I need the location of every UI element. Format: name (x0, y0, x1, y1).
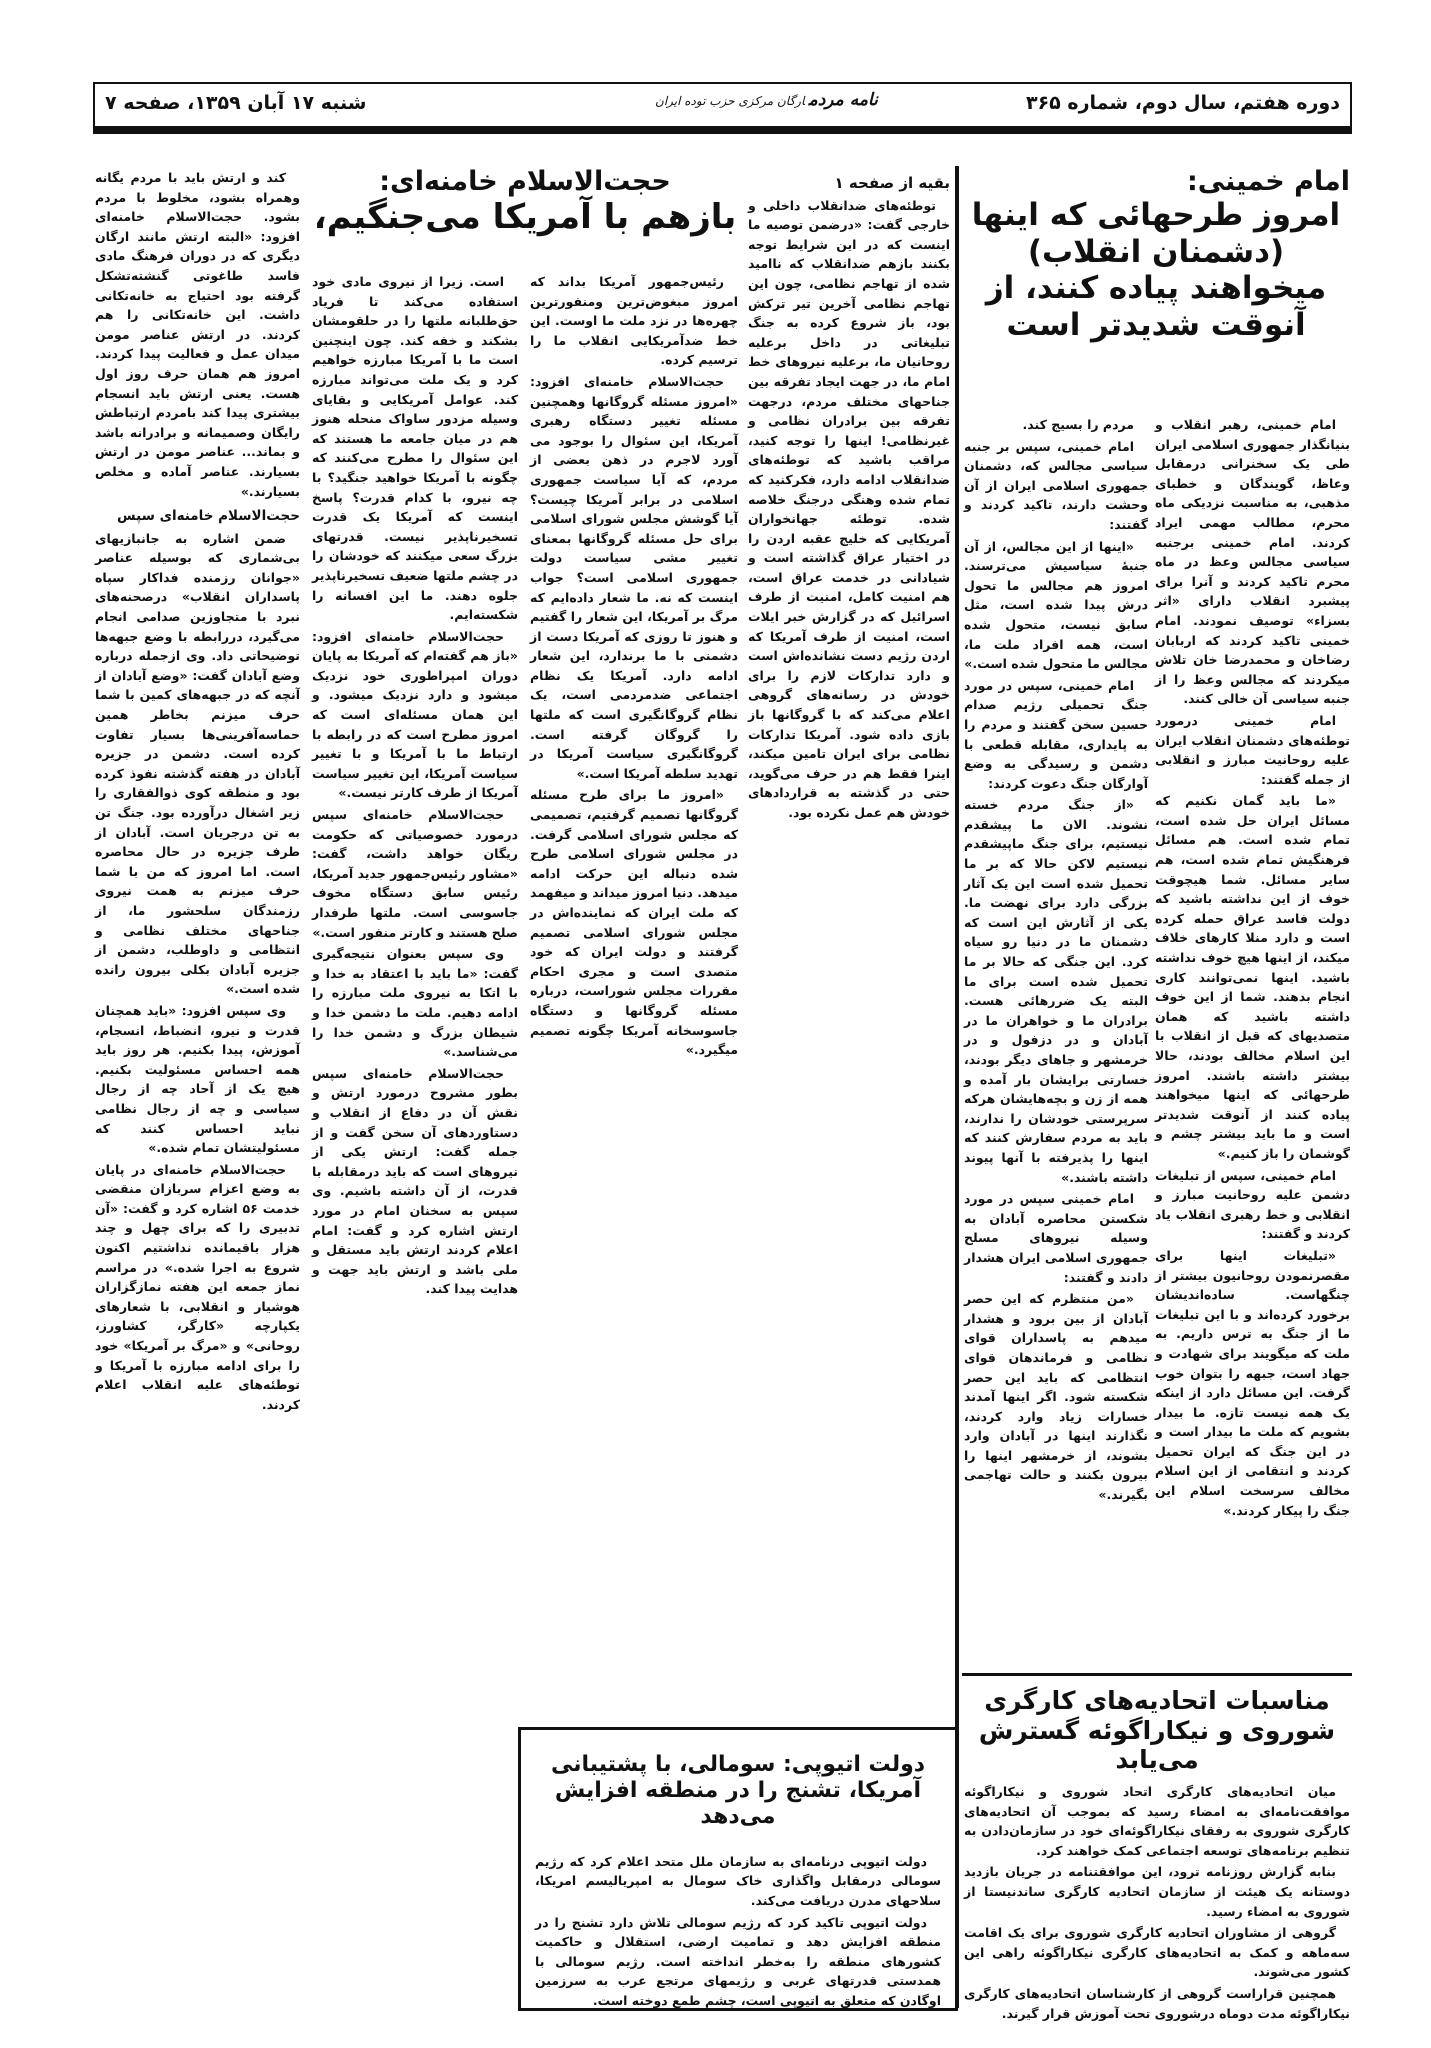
paragraph (95, 1001, 300, 1158)
subheading: حجت‌الاسلام خامنه‌ای سپس (117, 508, 300, 525)
paragraph-text: «از جنگ مردم خسته نشوند. الان ما پیشقدم نیستیم، برای جنگ ماپیشقدم نیستیم لاکن حالا که بر ما تحمیل شده است این یک آثار بزرگی دارد برای نهضت ما. یکی از آثارش این است که دشمنان ما در دنیا رو سیاه کرد. این جنگی که حالا بر ما تحمیل شده است برای ما البته یک ضررهائی هست. برادران ما و خواهران ما در آبادان و در دزفول و در خرمشهر و جاهای دیگر بودند، خسارتی برایشان بار آمده و همه از زن و بچه‌هایشان هرکه سرپرستی خودشان را ندارند، باید به مردم سفارش کنند که اینها را پذیرفته با آنها پیوند داشته باشند.» (964, 797, 1148, 1185)
paragraph (530, 785, 738, 1059)
paragraph: دولت اتیوپی تاکید کرد که رژیم سومالی تلاش دارد تشنج را در منطقه افزایش دهد و تمامیت ارضی، استقلال و حاکمیت کشورهای منطقه را به‌خطر انداخته است. رژیم سومالی با همدستی قدرتهای غربی و رژیمهای مرتجع عرب به سرزمین اوگادن که متعلق به اتیوپی است، چشم طمع دوخته است. (535, 1914, 941, 2009)
paragraph (964, 415, 1148, 435)
paragraph-text: مردم را بسیج کند. (1022, 417, 1134, 432)
paragraph: همچنین قراراست گروهی از کارشناسان اتحادیه‌های کارگری نیکاراگوئه مدت دوماه درشوروی تحت آموزش قرار گیرند. (964, 1985, 1350, 2021)
paragraph (312, 944, 518, 1062)
paragraph-lead: امام خمینی، (1057, 677, 1134, 693)
paragraph-text: رهبر انقلاب و بنیانگذار جمهوری اسلامی ایران طی یک سخنرانی درمقابل وعاظ، گویندگان و خطبای مذهبی، به مناسبت نزدیکی ماه محرم، مطالب مهمی ایراد کردند. امام خمینی برجنبه سیاسی مجالس وعظ در ماه محرم تاکید کردند و آنرا برای پیشبرد انقلاب دارای «اثر بسزاء» توصیف نمودند. امام خمینی تاکید کردند که اربابان رضاخان و محمدرضا خان تلاش میکردند که مجالس وعظ را از جنبه سیاسی آن خالی کنند. (1155, 417, 1350, 707)
khomeini-headline-block (962, 166, 1350, 411)
paragraph (95, 1160, 300, 1415)
article-headline: بازهم با آمریکا می‌جنگیم، (313, 197, 737, 237)
paragraph (964, 1289, 1148, 1505)
paragraph (530, 272, 738, 370)
article-headline: امروز طرحهائی که اینها (دشمنان انقلاب) میخواهند پیاده کنند، از آنوقت شدیدتر است (971, 197, 1341, 343)
paragraph-text: «تبلیغات اینها برای مقصرنمودن روحانیون بیشتر از چنگهاست. ساده‌اندیشان برخورد کرده‌اند و با این تبلیغات ما از جنگ به ترس داریم. به ملت که میگویند برای شهادت و جهاد است، جبهه را بتوان خوب گرفت. این مسائل دارد از اینکه یک همه نیست تازه. ما بیدار بشویم که ملت ما بیدار است و در این جنگ که ایران تحمیل کردند و انتقامی از این اسلام مخالف سرسخت اسلام این جنگ را پیکار کردند.» (1155, 1247, 1350, 1518)
section-rule (962, 1673, 1352, 1676)
issue-date-page: شنبه ۱۷ آبان ۱۳۵۹، صفحه ۷ (105, 92, 367, 114)
paragraph (1155, 415, 1350, 709)
paragraph-text: «ما باید گمان نکنیم که مسائل ایران حل شده است، تمام شده است. هم مسائل فرهنگیش تمام شده است، هم سایر مسائل. شما هیچوقت خوف از این نداشته باشید که دولت فاسد عراق حمله کرده است و دارد منلا کارهای خلاف میکند، از اینها هیچ خوف نداشته باشید. اینها نمی‌توانند کاری انجام بدهند. شما از این خوف داشته باشید که همان متصدیهای که قبل از انقلاب با این اسلام مخالف بودند، حالا بیشتر داشته باشند. امروز طرحهائی که اینها میخواهند پیاده کنند از آنوقت شدیدتر است و ما باید بیشتر چشم و گوشمان را باز کنیم.» (1155, 793, 1350, 1161)
paragraph (312, 1064, 518, 1299)
paragraph-text: سپس در مورد جنگ تحمیلی رژیم صدام حسین سخن گفتند و مردم را به پایداری، مقابله قطعی با دشمن و رسیدگی به وضع آوارگان جنگ دعوت کردند: (964, 677, 1148, 791)
paragraph (312, 805, 518, 942)
paragraph (964, 676, 1148, 794)
paragraph-text: سپس از تبلیغات دشمن علیه روحانیت مبارز و انقلابی و خط رهبری انقلاب یاد کردند و گفتند: (1155, 1167, 1350, 1242)
paragraph (1155, 1166, 1350, 1244)
paragraph (964, 795, 1148, 1187)
soviet-nicaragua-body (964, 1782, 1350, 2021)
article-kicker: امام خمینی: (1186, 166, 1350, 197)
paragraph (530, 372, 738, 783)
paragraph: گروهی از مشاوران اتحادیه کارگری شوروی برای یک اقامت سه‌ماهه و کمک به اتحادیه‌های کارگری نیکاراگوئه راهی این کشور می‌شوند. (964, 1925, 1350, 1980)
khomeini-column-2 (964, 415, 1148, 1640)
paragraph-text: سپس بر جنبه سیاسی مجالس که، دشمنان جمهوری اسلامی ایران از آن وحشت دارند، تاکید کردند و گفتند: (964, 438, 1148, 532)
paragraph-text: حجت‌الاسلام خامنه‌ای در پایان به وضع اعزام سربازان منقضی خدمت ۵۶ اشاره کرد و گفت: «آن تدبیری را که برای چهل و چند هزار باقیمانده نداشتیم اکنون شروع به اجرا شده.» در مراسم نماز جمعه این هفته نمازگزاران هوشیار و انقلابی، با شعارهای یکپارچه «کارگر، کشاورز، روحانی» و «مرگ بر آمریکا» خود را برای ادامه مبارزه با آمریکا و توطئه‌های علیه انقلاب اعلام کردند. (95, 1161, 300, 1412)
article-kicker: حجت‌الاسلام خامنه‌ای: (379, 166, 671, 197)
paragraph-text: حجت‌الاسلام خامنه‌ای سپس درمورد خصوصیاتی که حکومت ریگان خواهد داشت، گفت: «مشاور رئیس‌جمهور جدید آمریکا، رئیس سابق دستگاه مخوف جاسوسی است. ملتها طرفدار صلح هستند و کارتر منفور است.» (312, 807, 518, 940)
paragraph: دولت اتیوپی درنامه‌ای به سازمان ملل متحد اعلام کرد که رژیم سومالی درمقابل واگذاری خاک سومال به امپریالیسم امریکا، سلاحهای مدرن دریافت می‌کند. (535, 1853, 941, 1909)
paragraph-text: «اینها از این مجالس، از آن جنبهٔ سیاسیش می‌ترسند. امروز هم مجالس ما تحول درش پیدا شده است، مثل سابق نیست، متحول شده است، همه افراد ملت ما، مجالس ما متحول شده است.» (964, 538, 1148, 672)
paragraph (312, 272, 518, 625)
paragraph-text: توطئه‌های ضدانقلاب داخلی و خارجی گفت: «درضمن توصیه ما اینست که در این شرایط توجه بکنند بازهم ضدانقلاب که ناامید شده از تهاجم نظامی، چون این تهاجم نظامی آخرین تیر ترکش بود، باز شروع کرده به جنگ تبلیغاتی در داخل برعلیه روحانیان ما، برعلیه نیروهای خط امام ما، در جهت ایجاد تفرقه بین جناحهای مختلف مردم، درجهت تفرقه بین برادران نظامی و غیرنظامی! اینها را توجه کنید، مراقب باشید که توطئه‌های ضدانقلاب ادامه دارد، فکرکنید که تمام شده وهنگی درجنگ خلاصه شده. توطئه جهانخواران آمریکایی که خلیج عقبه اردن را در اختیار عراق گذاشته است و شیادانی در خدمت عراق است، هم امنیت کامل، امنیت از طرف اسرائیل که در گزارش خبر ایلات است، امنیت از طرف آمریکا که اردن رژیم دست نشانده‌اش است و دارد تدارکات لازم را برای خودش در رسانه‌های گروهی اعلام می‌کند که با گروگانها باز بازی داده شود. آمریکا تدارکات نظامی برای ایران تامین میکند، اینرا فقط هم در حرف می‌گوید، حتی در گذشته به قراردادهای خودش هم عمل نکرده بود. (748, 197, 950, 820)
paragraph-text: «من منتظرم که این حصر آبادان از بین برود و هشدار میدهم به پاسداران قوای نظامی و فرماندهان قوای انتظامی که باید این حصر شکسته شود. اگر اینها آمدند خسارات زیاد وارد کردند، نگذارند اینها در آبادان وارد بشوند، از خرمشهر اینها را بیرون بکنند و حالت تهاجمی بگیرند.» (964, 1291, 1148, 1503)
paragraph-lead: امام خمینی، (1056, 438, 1134, 454)
header-rule (93, 126, 1352, 134)
ethiopia-body (535, 1852, 941, 2022)
issue-number: دوره هفتم، سال دوم، شماره ۳۶۵ (1025, 92, 1340, 114)
paragraph (312, 627, 518, 803)
ethiopia-headline: دولت اتیوپی: سومالی، با پشتیبانی آمریکا، تشنج را در منطقه افزایش می‌دهد (550, 1752, 926, 1829)
paragraph-text: کند و ارتش باید با مردم یگانه وهمراه بشود، مخلوط با مردم بشود. حجت‌الاسلام خامنه‌ای افزود: «البته ارتش مانند ارگان دیگری که در دوران فرهنگ مادی فاسد طاغوتی گنشته‌تشکل گرفته بود احتیاج به خانه‌تکانی داشت. این خانه‌تکانی را هم کردند. در ارتش عناصر مومن میدان عمل و فعالیت پیدا کردند. امروز هم همان حرف روز اول هست. یعنی ارتش باید انسجام بیشتری پیدا کند بامردم ارتباطش رایگان وصمیمانه و برادرانه باشد و بماند... عناصر مومن در ارتش بسیارند. عناصر آماده و مخلص بسیارند.» (95, 170, 300, 499)
paragraph-text: ضمن اشاره به جانبازیهای بی‌شماری که بوسیله عناصر «جوانان رزمنده فداکار سپاه پاسداران انقلاب» درصحنه‌های نبرد با متجاوزین صدامی انجام می‌گیرد، دررابطه با وضع جبهه‌ها توضیحاتی داد. وی ازجمله درباره وضع آبادان گفت: «وضع آبادان از آنچه که در جبهه‌های کمین با شما حرف میزنم بخاطر همین حماسه‌آفرینی‌ها بسیار تفاوت کرده است. دشمن در جزیره آبادان در هفته گذشته نفوذ کرده بود و منطقه کوی ذوالفقاری را زیر اشغال درآورده بود. جنگ تن به تن درجریان است. آبادان از طرف جزیره در حال محاصره است. اما امروز که من با شما حرف میزنم به همت نیروی رزمندگان سلحشور ما، از جناحهای مختلف نظامی و انتظامی و داوطلب، دشمن از جزیره آبادان بکلی بیرون رانده شده است.» (95, 530, 300, 997)
khamenei-column-2 (95, 168, 300, 2008)
ethiopia-article-box (518, 1727, 958, 2011)
soviet-nicaragua-headline: مناسبات اتحادیه‌های کارگری شوروی و نیکاراگوئه گسترش می‌یابد (978, 1686, 1336, 1774)
khomeini-column-1 (1155, 415, 1350, 1640)
masthead-title: نامه مردم (808, 90, 878, 110)
paragraph-text: حجت‌الاسلام خامنه‌ای افزود: «امروز مسئله گروگانها وهمچنین مسئله تغییر دستگاه رهبری آمریکا، این سئوال را بوجود می آورد لاجرم در ذهن بعضی از مردم، که آیا سیاست جمهوری اسلامی در برابر آمریکا چیست؟ آیا گوشش مجلس شورای اسلامی برای حل مسئله گروگانها بمعنای تغییر مشی سیاست دولت جمهوری اسلامی است؟ جواب اینست که نه. ما شعار داده‌ایم که مرگ بر آمریکا، این شعار را گفتیم و هنوز تا روزی که آمریکا دست از دشمنی با ما برندارد، این شعار ادامه دارد. آمریکا یک نظام اجتماعی ضدمردمی است، یک نظام گروگانگیری است که ملتها را گروگان گرفته است. گروگانگیری سیاست آمریکا در تهدید سلطه آمریکا است.» (530, 373, 738, 781)
paragraph (95, 168, 300, 501)
paragraph-text: «امروز ما برای طرح مسئله گروگانها تصمیم گرفتیم، تصمیمی که مجلس شورای اسلامی گرفت. در مجلس شورای اسلامی طرح شده دنباله این حرکت ادامه میدهد. دنیا امروز میداند و میفهمد که ملت ایران که نماینده‌اش در مجلس شورای اسلامی تصمیم گرفتند و دولت ایران که خود متصدی است و مجری احکام مقررات مجلس شوراست، درباره مسئله گروگانها و دستگاه جاسوسخانه آمریکا چگونه تصمیم میگیرد.» (530, 787, 738, 1058)
paragraph (1155, 791, 1350, 1163)
paragraph: میان اتحادیه‌های کارگری اتحاد شوروی و نیکاراگوئه موافقت‌نامه‌ای به امضاء رسید که بموجب آن اتحادیه‌های کارگری شوروی به رفقای نیکاراگوئه‌ای خود در سازمان‌دادن به تنظیم برنامه‌های توسعه اجتماعی کمک خواهند کرد. (964, 1784, 1350, 1858)
paragraph-text: وی سپس افزود: «باید همچنان قدرت و نیرو، انضباط، انسجام، آموزش، پیدا بکنیم. هر روز باید همه احساس مسئولیت بکنیم. هیچ یک از آحاد چه از رجال سیاسی و چه از رجال نظامی نباید احساس کنند که مسئولیتشان تمام شده.» (95, 1002, 300, 1156)
paragraph-lead: امام خمینی، (1256, 417, 1336, 432)
paragraph-text: حجت‌الاسلام خامنه‌ای سپس بطور مشروح درمورد ارتش و نقش آن در دفاع از انقلاب و دستاوردهای آن سخن گفت و از جمله گفت: ارتش یکی از نیروهای است که باید درمقابله با قدرت، از آن داشته باشیم. وی سپس به سخنان امام در مورد ارتش اشاره کرد و گفت: امام اعلام کردند ارتش باید مستقل و ملی باشد و ارتش باید جهت و هدایت پیدا کند. (312, 1065, 518, 1297)
paragraph-text: درمورد توطئه‌های دشمنان انقلاب ایران علیه روحانیت مبارز و انقلابی از جمله گفتند: (1155, 712, 1350, 787)
paragraph-text: وی سپس بعنوان نتیجه‌گیری گفت: «ما باید با اعتقاد به خدا و با اتکا به نیروی ملت مبارزه را ادامه دهیم. ملت ما دشمن خدا و شیطان بزرگ و دشمن خدا را می‌شناسد.» (312, 946, 518, 1060)
paragraph-text: حجت‌الاسلام خامنه‌ای افزود: «باز هم گفته‌ام که آمریکا به پایان دوران امپراطوری خود نزدیک میشود و دارد نزدیک میشود. و این همان مسئله‌ای است که امروز مطرح است که در رابطه با ارتباط ما با آمریکا و با تغییر سیاست آمریکا، این تغییر سیاست آمریکا از طرف کارتر نیست.» (312, 628, 518, 801)
paragraph-text: است. زیرا از نیروی مادی خود استفاده می‌کند تا فریاد حق‌طلبانه ملتها را در حلقومشان بشکند و خفه کند. چون اینچنین است ما با آمریکا مبارزه خواهیم کرد و یک ملت می‌تواند مبارزه کند. عوامل آمریکایی و بقایای وسیله مزدور ساواک منحله هنوز هم در میان جامعه ما هستند که این سئوال را مطرح می‌کنند که چگونه با آمریکا خواهید جنگید؟ با چه نیرو، با کدام قدرت؟ پاسخ اینست که آمریکا یک قدرت تسخیرناپذیر نیست. قدرتهای بزرگ سعی میکنند که خودشان را در چشم ملتها ضعیف تسخیرناپذیر جلوه دهند. ما این افسانه را شکسته‌ایم. (312, 274, 518, 623)
paragraph (1155, 1246, 1350, 1520)
paragraph-lead: امام خمینی (1061, 1191, 1134, 1207)
newspaper-header (93, 82, 1352, 126)
paragraph (748, 196, 950, 823)
continued-column-1 (748, 168, 950, 1708)
paragraph (964, 1189, 1148, 1287)
continued-label: بقیه از صفحه ۱ (834, 174, 950, 192)
paragraph-text: رئیس‌جمهور آمریکا بداند که امروز مبغوض‌ترین ومنفورترین چهره‌ها در نزد ملت ما اوست. این خط ضدآمریکایی انقلاب ما را ترسیم کرده. (530, 274, 738, 368)
masthead (655, 90, 878, 110)
masthead-subtitle: ارگان مرکزی حزب توده ایران (655, 94, 805, 108)
paragraph (1155, 711, 1350, 789)
khamenei-column-1 (312, 272, 518, 2007)
paragraph-text: سپس در مورد شکستن محاصره آبادان به وسیله نیروهای مسلح جمهوری اسلامی ایران هشدار دادند و گفتند: (964, 1191, 1148, 1285)
paragraph (95, 529, 300, 999)
khamenei-headline-block (310, 166, 740, 266)
continued-column-2 (530, 272, 738, 1708)
paragraph-lead: امام خمینی (1233, 712, 1336, 728)
paragraph: بنابه گزارش روزنامه ترود، این موافقتنامه در جریان بازدید دوستانه یک هیئت از سازمان اتحادیه کارگری ساندنیستا از شوروی به امضاء رسید. (964, 1864, 1350, 1919)
paragraph (964, 537, 1148, 674)
paragraph-lead: امام خمینی، (1260, 1167, 1336, 1183)
paragraph (964, 437, 1148, 535)
